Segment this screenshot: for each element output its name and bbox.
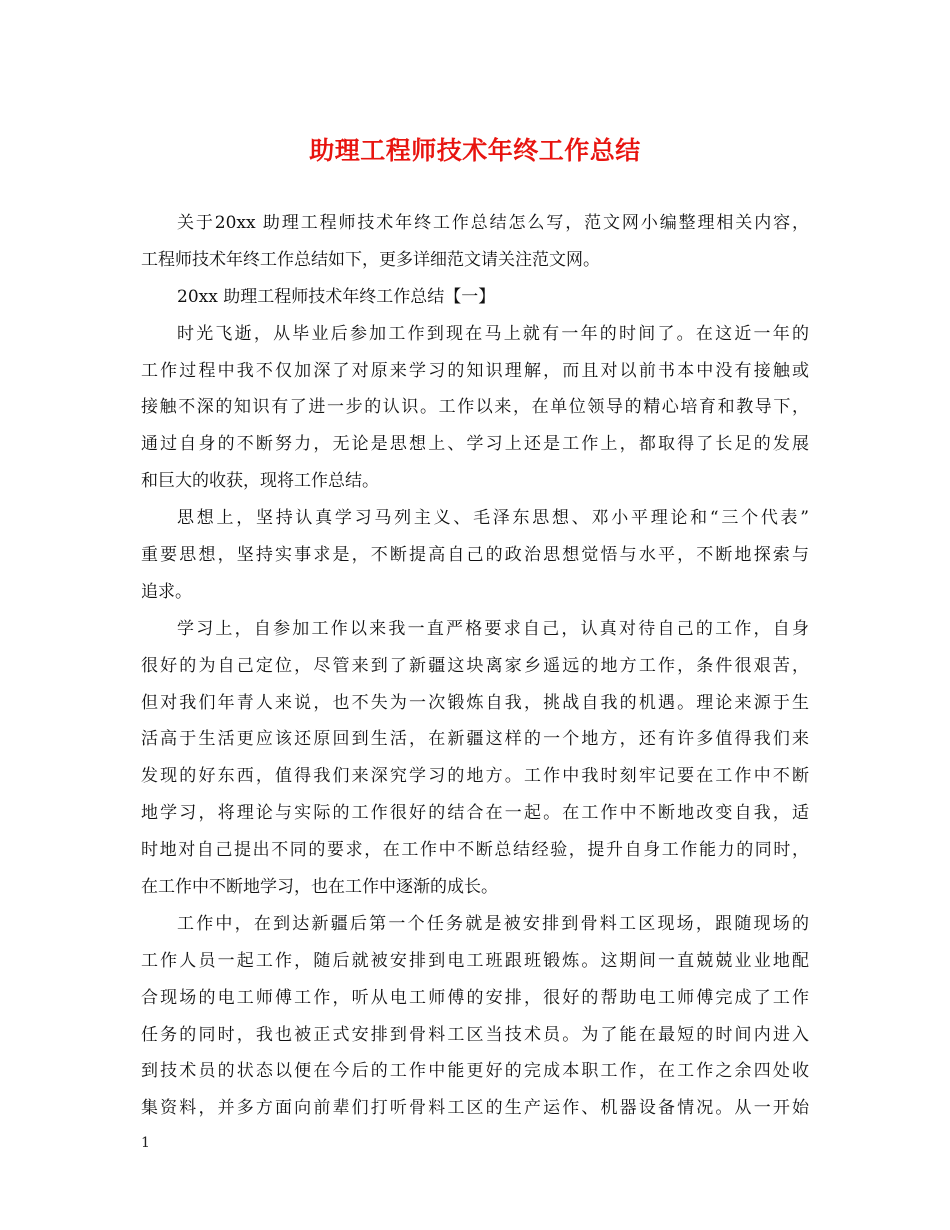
text-line: 但对我们年青人来说，也不失为一次锻炼自我，挑战自我的机遇。理论来源于生 (141, 692, 809, 713)
text-line: 重要思想，坚持实事求是，不断提高自己的政治思想觉悟与水平，不断地探索与 (141, 545, 809, 566)
text-line: 工作中，在到达新疆后第一个任务就是被安排到骨料工区现场，跟随现场的 (177, 913, 809, 934)
text-line: 时光飞逝，从毕业后参加工作到现在马上就有一年的时间了。在这近一年的 (177, 323, 809, 344)
text-line: 追求。 (141, 581, 192, 602)
text-line: 学习上，自参加工作以来我一直严格要求自己，认真对待自己的工作，自身 (177, 618, 809, 639)
text-line: 任务的同时，我也被正式安排到骨料工区当技术员。为了能在最短的时间内进入 (141, 1024, 809, 1045)
text-line: 集资料，并多方面向前辈们打听骨料工区的生产运作、机器设备情况。从一开始 (141, 1098, 809, 1119)
text-line: 接触不深的知识有了进一步的认识。工作以来，在单位领导的精心培育和教导下， (141, 397, 809, 418)
text-line: 很好的为自己定位，尽管来到了新疆这块离家乡遥远的地方工作，条件很艰苦， (141, 655, 809, 676)
text-line: 到技术员的状态以便在今后的工作中能更好的完成本职工作，在工作之余四处收 (141, 1061, 809, 1082)
page-number: 1 (141, 1135, 150, 1151)
text-line: 发现的好东西，值得我们来深究学习的地方。工作中我时刻牢记要在工作中不断 (141, 766, 809, 787)
text-line: 工作人员一起工作，随后就被安排到电工班跟班锻炼。这期间一直兢兢业业地配 (141, 950, 809, 971)
text-line: 合现场的电工师傅工作，听从电工师傅的安排，很好的帮助电工师傅完成了工作 (141, 987, 809, 1008)
document-body (141, 205, 809, 1127)
document-title: 助理工程师技术年终工作总结 (309, 136, 641, 165)
text-line: 工作过程中我不仅加深了对原来学习的知识理解，而且对以前书本中没有接触或 (141, 360, 809, 381)
text-line: 活高于生活更应该还原回到生活，在新疆这样的一个地方，还有许多值得我们来 (141, 729, 809, 750)
text-line: 工程师技术年终工作总结如下，更多详细范文请关注范文网。 (141, 249, 600, 270)
text-line: 在工作中不断地学习，也在工作中逐渐的成长。 (141, 877, 498, 898)
section-heading: 20xx 助理工程师技术年终工作总结【一】 (177, 286, 496, 307)
text-line: 和巨大的收获，现将工作总结。 (141, 471, 379, 492)
text-line: 地学习，将理论与实际的工作很好的结合在一起。在工作中不断地改变自我，适 (141, 803, 809, 824)
text-line: 关于20xx 助理工程师技术年终工作总结怎么写，范文网小编整理相关内容， (177, 213, 809, 233)
text-line: 通过自身的不断努力，无论是思想上、学习上还是工作上，都取得了长足的发展 (141, 434, 809, 455)
text-line: 时地对自己提出不同的要求，在工作中不断总结经验，提升自身工作能力的同时， (141, 840, 809, 861)
text-line: 思想上，坚持认真学习马列主义、毛泽东思想、邓小平理论和“三个代表” (177, 508, 809, 529)
